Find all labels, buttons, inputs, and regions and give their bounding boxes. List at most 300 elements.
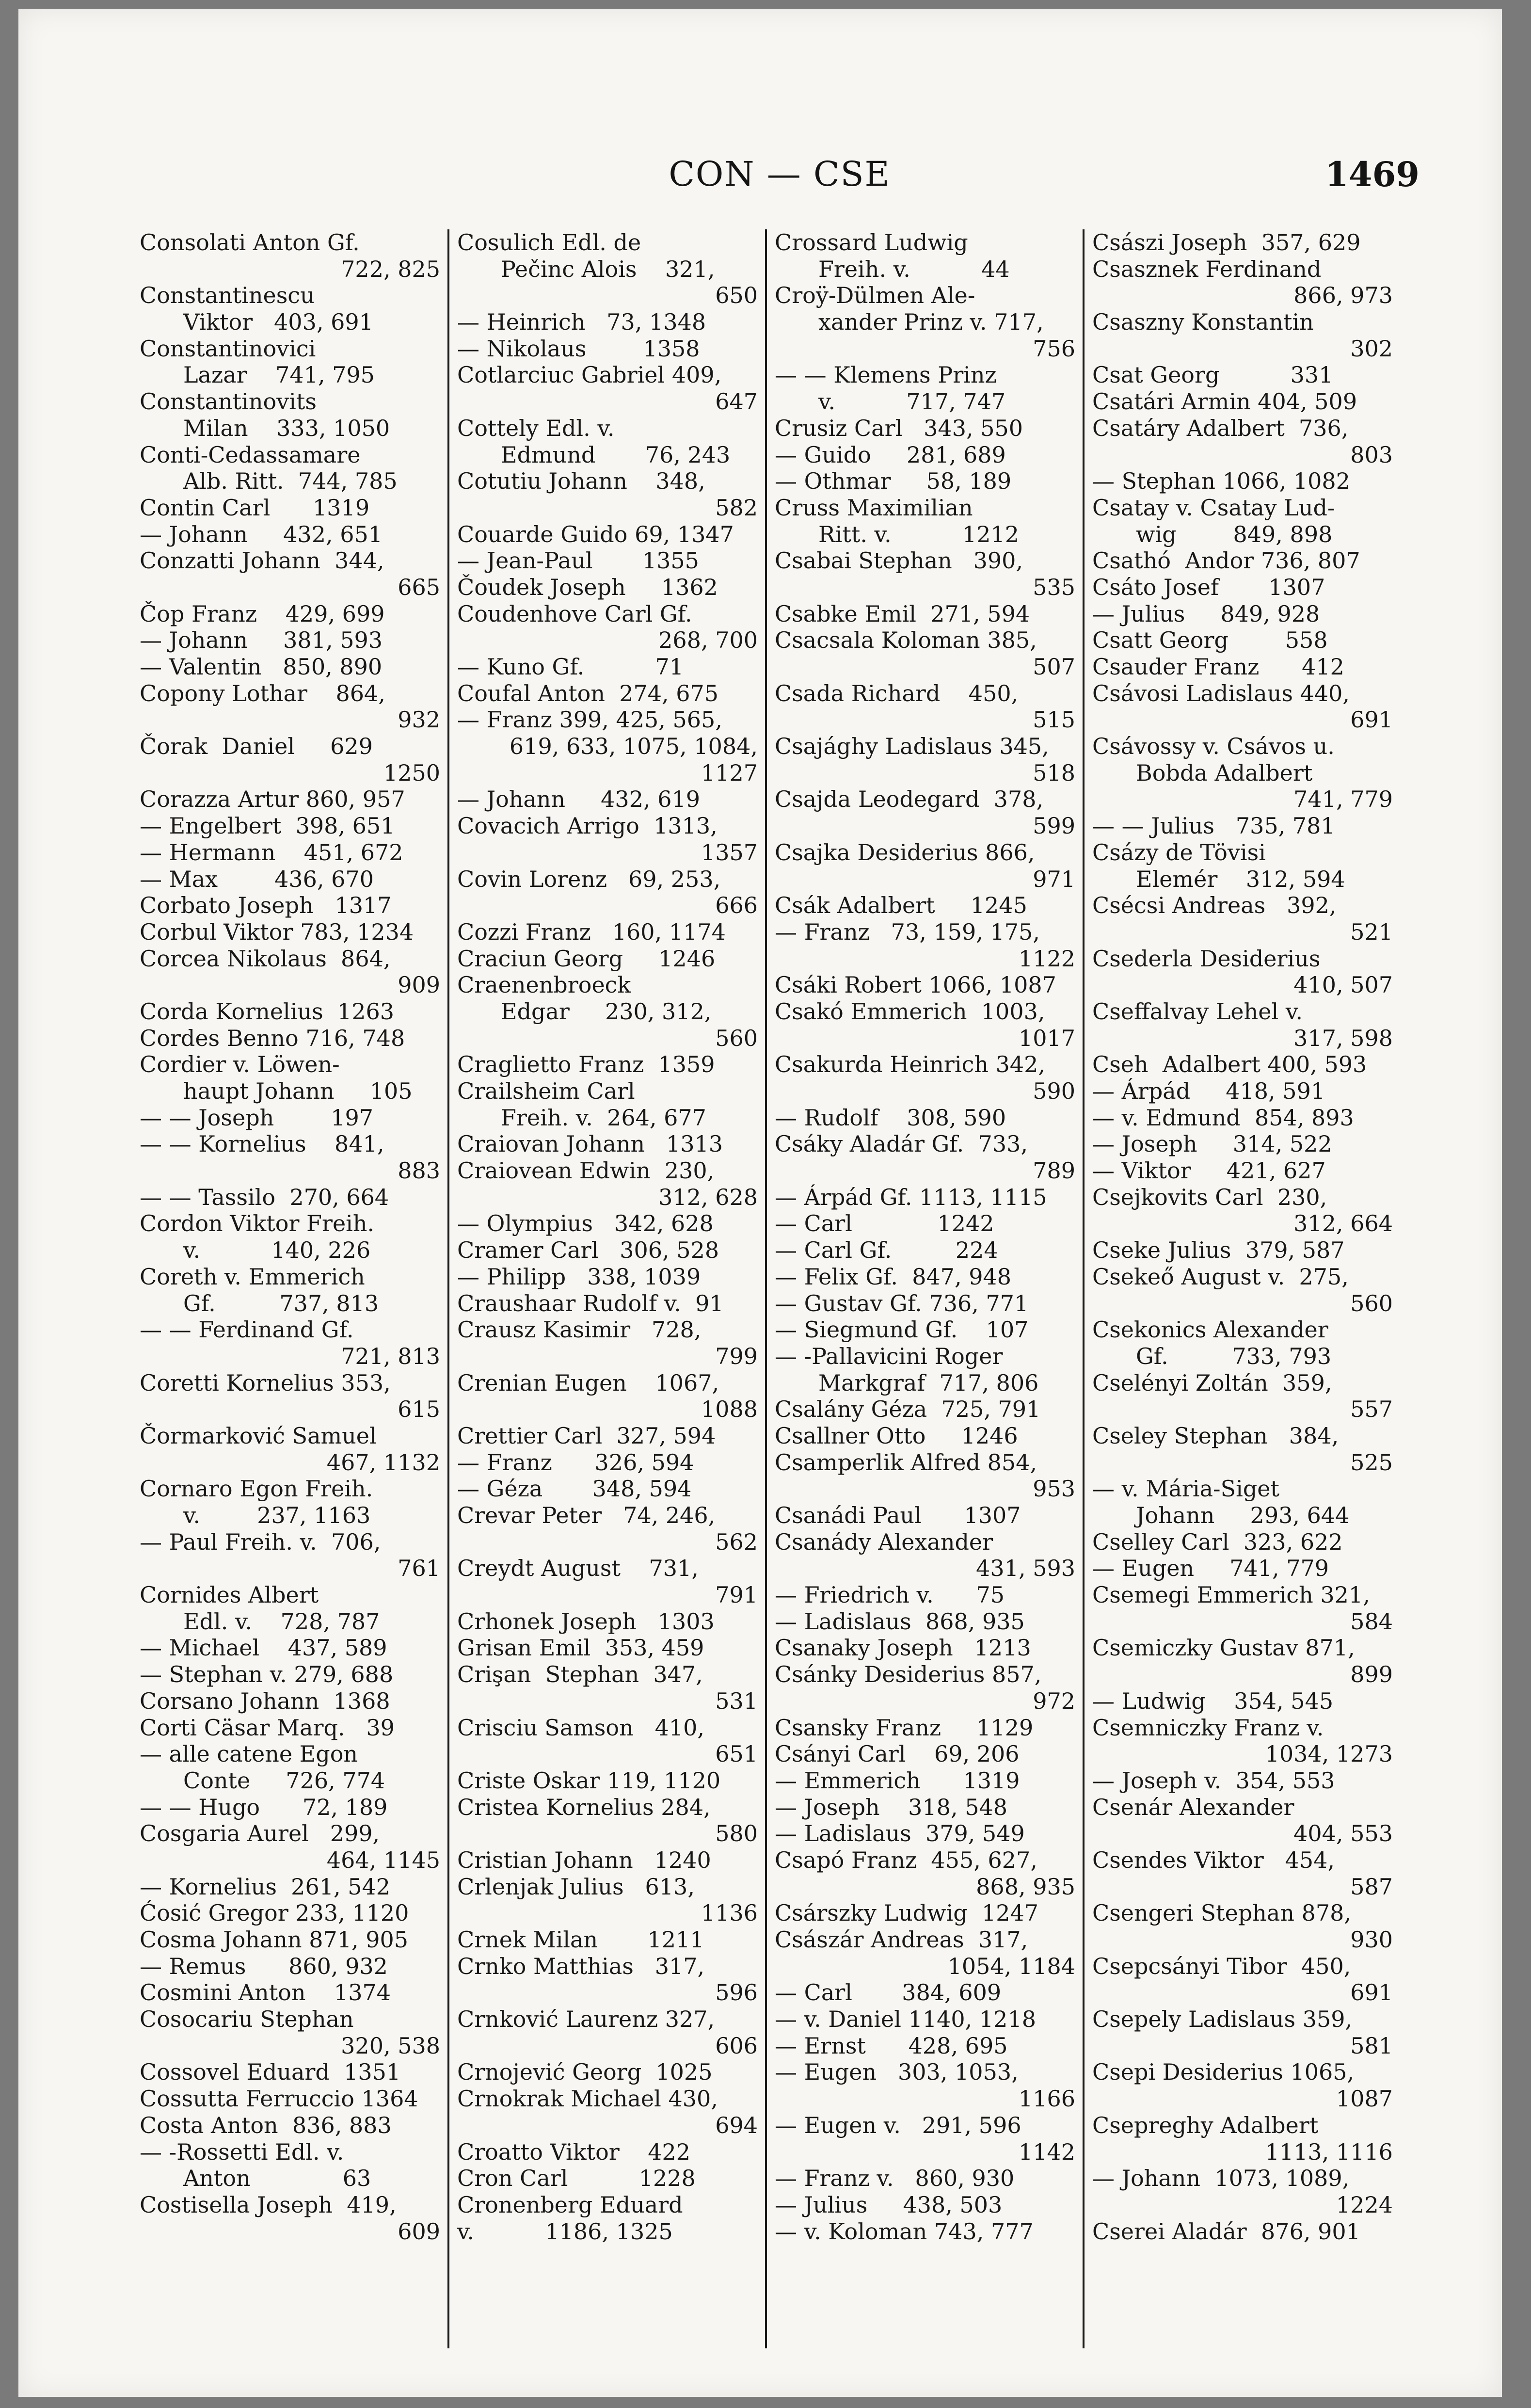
entry-page-refs: 584 (1350, 1608, 1393, 1635)
entry-line: Csepreghy Adalbert (1092, 2112, 1319, 2138)
entry-line: Cottely Edl. v. (457, 415, 615, 441)
entry-line: Gf. 733, 793 (1136, 1343, 1332, 1369)
entry-line: — Emmerich 1319 (775, 1767, 1020, 1794)
entry-line: Cosmini Anton 1374 (140, 1979, 391, 2006)
entry-line: — Géza 348, 594 (457, 1476, 692, 1502)
entry-line: — Felix Gf. 847, 948 (775, 1263, 1012, 1290)
entry-line: Edgar 230, 312, (501, 998, 712, 1025)
entry-line: — — Julius 735, 781 (1092, 813, 1335, 839)
entry-page-refs: 691 (1350, 1979, 1393, 2006)
entry-line: — Remus 860, 932 (140, 1953, 388, 1979)
entry-page-refs: 756 (1033, 335, 1075, 362)
entry-line: Cronenberg Eduard (457, 2191, 683, 2218)
entry-line: Csemniczky Franz v. (1092, 1714, 1324, 1741)
entry-page-refs: 531 (715, 1687, 758, 1714)
entry-line: — Max 436, 670 (140, 866, 374, 892)
entry-line: Csázy de Tövisi (1092, 839, 1266, 866)
entry-line: Csák Adalbert 1245 (775, 892, 1027, 919)
entry-page-refs: 803 (1350, 441, 1393, 468)
entry-line: Freih. v. 44 (818, 256, 1010, 282)
entry-page-refs: 1166 (1018, 2086, 1075, 2112)
entry-line: Grisan Emil 353, 459 (457, 1635, 704, 1661)
column-divider (1083, 229, 1084, 2348)
entry-page-refs: 930 (1350, 1926, 1393, 1953)
entry-line: Crausz Kasimir 728, (457, 1316, 702, 1343)
entry-line: Császár Andreas 317, (775, 1926, 1028, 1953)
entry-line: Csatay v. Csatay Lud- (1092, 494, 1335, 521)
entry-page-refs: 560 (1350, 1290, 1393, 1316)
entry-line: Corsano Johann 1368 (140, 1687, 390, 1714)
entry-line: Copony Lothar 864, (140, 680, 385, 706)
entry-line: Cosgaria Aurel 299, (140, 1820, 380, 1847)
entry-page-refs: 1127 (701, 759, 758, 786)
entry-page-refs: 268, 700 (658, 627, 758, 654)
entry-page-refs: 691 (1350, 706, 1393, 733)
entry-line: Csalány Géza 725, 791 (775, 1396, 1041, 1423)
column-divider (447, 229, 449, 2348)
entry-line: Csanády Alexander (775, 1528, 993, 1555)
entry-line: — Rudolf 308, 590 (775, 1104, 1006, 1131)
entry-line: Craglietto Franz 1359 (457, 1051, 715, 1078)
entry-page-refs: 694 (715, 2112, 758, 2138)
entry-page-refs: 317, 598 (1293, 1025, 1393, 1051)
entry-page-refs: 507 (1033, 654, 1075, 680)
entry-line: Csepely Ladislaus 359, (1092, 2006, 1353, 2033)
entry-line: — Eugen 741, 779 (1092, 1555, 1329, 1582)
entry-line: Crevar Peter 74, 246, (457, 1502, 716, 1528)
entry-line: Cseke Julius 379, 587 (1092, 1237, 1345, 1264)
entry-page-refs: 1088 (701, 1396, 758, 1423)
entry-line: Csávosi Ladislaus 440, (1092, 680, 1350, 706)
entry-line: Császi Joseph 357, 629 (1092, 229, 1361, 256)
entry-page-refs: 1087 (1336, 2086, 1393, 2112)
entry-line: Csakurda Heinrich 342, (775, 1051, 1046, 1078)
entry-line: Csekeő August v. 275, (1092, 1263, 1349, 1290)
entry-line: — alle catene Egon (140, 1741, 358, 1767)
entry-line: Csauder Franz 412 (1092, 654, 1344, 680)
entry-line: Cordon Viktor Freih. (140, 1210, 375, 1237)
page-heading: CON — CSE (669, 154, 891, 194)
entry-line: — Paul Freih. v. 706, (140, 1528, 381, 1555)
entry-page-refs: 791 (715, 1582, 758, 1608)
entry-line: — Eugen 303, 1053, (775, 2059, 1019, 2086)
entry-page-refs: 650 (715, 282, 758, 309)
entry-page-refs: 560 (715, 1025, 758, 1051)
entry-page-refs: 312, 628 (658, 1184, 758, 1210)
entry-page-refs: 302 (1350, 335, 1393, 362)
entry-line: Cselley Carl 323, 622 (1092, 1528, 1343, 1555)
entry-line: — Franz v. 860, 930 (775, 2165, 1015, 2192)
entry-line: Csécsi Andreas 392, (1092, 892, 1337, 919)
entry-line: — Michael 437, 589 (140, 1635, 387, 1661)
entry-page-refs: 587 (1350, 1873, 1393, 1900)
entry-page-refs: 971 (1033, 866, 1075, 892)
entry-line: Čoudek Joseph 1362 (457, 574, 718, 600)
entry-line: Csemiczky Gustav 871, (1092, 1635, 1355, 1661)
entry-line: Csatári Armin 404, 509 (1092, 388, 1357, 415)
entry-line: Corti Cäsar Marq. 39 (140, 1714, 395, 1741)
entry-page-refs: 866, 973 (1293, 282, 1393, 309)
entry-line: Crailsheim Carl (457, 1078, 635, 1104)
entry-line: Edl. v. 728, 787 (183, 1608, 380, 1635)
entry-page-refs: 883 (398, 1157, 440, 1184)
column-1 (140, 229, 440, 2353)
entry-page-refs: 932 (398, 706, 440, 733)
entry-line: — Guido 281, 689 (775, 441, 1006, 468)
entry-line: Craiovan Johann 1313 (457, 1131, 723, 1157)
entry-page-refs: 799 (715, 1343, 758, 1369)
entry-line: Csacsala Koloman 385, (775, 627, 1037, 654)
entry-page-refs: 596 (715, 1979, 758, 2006)
entry-line: Csallner Otto 1246 (775, 1422, 1018, 1449)
entry-line: — Árpád Gf. 1113, 1115 (775, 1184, 1047, 1210)
entry-line: Milan 333, 1050 (183, 415, 390, 441)
entry-page-refs: 599 (1033, 813, 1075, 839)
entry-line: — Friedrich v. 75 (775, 1582, 1005, 1608)
entry-line: — Ludwig 354, 545 (1092, 1687, 1334, 1714)
entry-page-refs: 525 (1350, 1449, 1393, 1476)
entry-page-refs: 953 (1033, 1476, 1075, 1502)
entry-page-refs: 464, 1145 (326, 1846, 440, 1873)
entry-page-refs: 789 (1033, 1157, 1075, 1184)
entry-line: Crusiz Carl 343, 550 (775, 415, 1023, 441)
entry-line: Csányi Carl 69, 206 (775, 1741, 1020, 1767)
entry-line: Freih. v. 264, 677 (501, 1104, 706, 1131)
entry-line: v. 237, 1163 (183, 1502, 371, 1528)
entry-line: Craiovean Edwin 230, (457, 1157, 715, 1184)
entry-line: Cselényi Zoltán 359, (1092, 1369, 1332, 1396)
entry-line: Csengeri Stephan 878, (1092, 1900, 1352, 1926)
entry-line: Cordes Benno 716, 748 (140, 1025, 405, 1051)
entry-page-refs: 467, 1132 (326, 1449, 440, 1476)
entry-line: — Árpád 418, 591 (1092, 1078, 1325, 1104)
entry-page-refs: 1034, 1273 (1265, 1741, 1393, 1767)
entry-line: — Joseph 314, 522 (1092, 1131, 1332, 1157)
entry-line: Cseh Adalbert 400, 593 (1092, 1051, 1367, 1078)
entry-line: — Jean-Paul 1355 (457, 547, 699, 574)
entry-page-refs: 1136 (701, 1900, 758, 1926)
entry-line: Cossovel Eduard 1351 (140, 2059, 401, 2086)
entry-line: v. 140, 226 (183, 1237, 371, 1264)
entry-line: Ritt. v. 1212 (818, 521, 1019, 547)
entry-line: — Johann 1073, 1089, (1092, 2165, 1350, 2192)
entry-line: — Stephan v. 279, 688 (140, 1661, 394, 1688)
entry-line: Csáto Josef 1307 (1092, 574, 1325, 600)
entry-page-refs: 741, 779 (1293, 786, 1393, 813)
entry-line: — Othmar 58, 189 (775, 468, 1012, 495)
column-divider (765, 229, 767, 2348)
entry-line: — Ladislaus 379, 549 (775, 1820, 1025, 1847)
entry-line: Constantinovits (140, 388, 317, 415)
entry-line: Coudenhove Carl Gf. (457, 600, 692, 627)
entry-page-refs: 404, 553 (1293, 1820, 1393, 1847)
entry-line: v. 717, 747 (818, 388, 1006, 415)
entry-line: Cseffalvay Lehel v. (1092, 998, 1303, 1025)
entry-line: Csánky Desiderius 857, (775, 1661, 1042, 1688)
entry-line: — -Rossetti Edl. v. (140, 2138, 344, 2165)
entry-line: Cozzi Franz 160, 1174 (457, 918, 726, 945)
entry-line: Pečinc Alois 321, (501, 256, 715, 282)
entry-line: — Hermann 451, 672 (140, 839, 403, 866)
entry-line: Csatt Georg 558 (1092, 627, 1328, 654)
entry-page-refs: 647 (715, 388, 758, 415)
entry-line: Crettier Carl 327, 594 (457, 1422, 716, 1449)
entry-line: Constantinovici (140, 335, 316, 362)
entry-line: Viktor 403, 691 (183, 309, 373, 336)
entry-page-refs: 1250 (383, 759, 440, 786)
entry-line: Csada Richard 450, (775, 680, 1019, 706)
entry-page-refs: 518 (1033, 759, 1075, 786)
entry-line: Csáky Aladár Gf. 733, (775, 1131, 1028, 1157)
entry-line: Crlenjak Julius 613, (457, 1873, 695, 1900)
entry-line: Čormarković Samuel (140, 1422, 377, 1449)
entry-line: Csabke Emil 271, 594 (775, 600, 1030, 627)
entry-line: Crnko Matthias 317, (457, 1953, 705, 1979)
column-3 (775, 229, 1075, 2353)
entry-line: Cruss Maximilian (775, 494, 973, 521)
entry-line: Edmund 76, 243 (501, 441, 731, 468)
entry-line: Coufal Anton 274, 675 (457, 680, 719, 706)
entry-page-refs: 666 (715, 892, 758, 919)
entry-page-refs: 1017 (1018, 1025, 1075, 1051)
entry-line: Craciun Georg 1246 (457, 945, 716, 972)
entry-line: Cramer Carl 306, 528 (457, 1237, 719, 1264)
entry-line: Cossutta Ferruccio 1364 (140, 2086, 418, 2112)
entry-line: — Johann 432, 651 (140, 521, 383, 547)
entry-page-refs: 615 (398, 1396, 440, 1423)
entry-line: Csemegi Emmerich 321, (1092, 1582, 1370, 1608)
entry-page-refs: 1224 (1336, 2191, 1393, 2218)
entry-page-refs: 521 (1350, 918, 1393, 945)
entry-line: Covacich Arrigo 1313, (457, 813, 718, 839)
entry-line: Csabai Stephan 390, (775, 547, 1023, 574)
entry-line: — Franz 73, 159, 175, (775, 918, 1040, 945)
entry-line: Crossard Ludwig (775, 229, 968, 256)
entry-page-refs: 972 (1033, 1687, 1075, 1714)
entry-line: Elemér 312, 594 (1136, 866, 1345, 892)
entry-line: Crnković Laurenz 327, (457, 2006, 715, 2033)
entry-line: v. 1186, 1325 (457, 2218, 673, 2245)
entry-line: — Carl 384, 609 (775, 1979, 1002, 2006)
entry-line: Conti-Cedassamare (140, 441, 361, 468)
page-number: 1469 (1325, 154, 1419, 194)
entry-line: Cristea Kornelius 284, (457, 1794, 711, 1820)
entry-page-refs: 581 (1350, 2032, 1393, 2059)
entry-line: Csansky Franz 1129 (775, 1714, 1034, 1741)
entry-line: — — Ferdinand Gf. (140, 1316, 354, 1343)
entry-line: — Nikolaus 1358 (457, 335, 700, 362)
entry-line: Csederla Desiderius (1092, 945, 1321, 972)
entry-line: Csatáry Adalbert 736, (1092, 415, 1349, 441)
entry-line: Criste Oskar 119, 1120 (457, 1767, 721, 1794)
entry-page-refs: 431, 593 (976, 1555, 1075, 1582)
entry-line: Cserei Aladár 876, 901 (1092, 2218, 1360, 2245)
entry-line: Corazza Artur 860, 957 (140, 786, 405, 813)
entry-line: — Viktor 421, 627 (1092, 1157, 1326, 1184)
entry-line: Csejkovits Carl 230, (1092, 1184, 1327, 1210)
entry-page-refs: 651 (715, 1741, 758, 1767)
entry-line: — Julius 849, 928 (1092, 600, 1320, 627)
entry-line: — — Tassilo 270, 664 (140, 1184, 389, 1210)
entry-page-refs: 1357 (701, 839, 758, 866)
entry-line: Csathó Andor 736, 807 (1092, 547, 1360, 574)
entry-line: Cordier v. Löwen- (140, 1051, 340, 1078)
entry-page-refs: 557 (1350, 1396, 1393, 1423)
entry-line: Corda Kornelius 1263 (140, 998, 395, 1025)
entry-line: — Engelbert 398, 651 (140, 813, 395, 839)
entry-line: — Eugen v. 291, 596 (775, 2112, 1021, 2138)
entry-line: Markgraf 717, 806 (818, 1369, 1039, 1396)
entry-line: Csendes Viktor 454, (1092, 1846, 1335, 1873)
entry-line: Cornides Albert (140, 1582, 319, 1608)
entry-line: Cseley Stephan 384, (1092, 1422, 1339, 1449)
entry-line: Čop Franz 429, 699 (140, 600, 385, 627)
entry-line: — Franz 399, 425, 565, (457, 706, 722, 733)
entry-line: Gf. 737, 813 (183, 1290, 379, 1316)
entry-line: Bobda Adalbert (1136, 759, 1313, 786)
entry-line: — Philipp 338, 1039 (457, 1263, 701, 1290)
entry-line: Conzatti Johann 344, (140, 547, 384, 574)
entry-line: — Joseph 318, 548 (775, 1794, 1007, 1820)
entry-line: — v. Daniel 1140, 1218 (775, 2006, 1036, 2033)
entry-line: Csárszky Ludwig 1247 (775, 1900, 1039, 1926)
entry-line: — Ladislaus 868, 935 (775, 1608, 1025, 1635)
entry-line: Contin Carl 1319 (140, 494, 370, 521)
entry-line: wig 849, 898 (1136, 521, 1333, 547)
entry-line: — — Hugo 72, 189 (140, 1794, 388, 1820)
entry-line: xander Prinz v. 717, (818, 309, 1044, 336)
entry-page-refs: 1122 (1018, 945, 1075, 972)
column-4 (1092, 229, 1393, 2353)
entry-line: — — Joseph 197 (140, 1104, 374, 1131)
entry-line: Corbato Joseph 1317 (140, 892, 392, 919)
entry-page-refs: 909 (398, 972, 440, 998)
entry-line: — Johann 381, 593 (140, 627, 383, 654)
entry-page-refs: 1113, 1116 (1265, 2138, 1393, 2165)
entry-line: Csajághy Ladislaus 345, (775, 733, 1049, 760)
entry-line: — Siegmund Gf. 107 (775, 1316, 1029, 1343)
entry-line: — Heinrich 73, 1348 (457, 309, 706, 336)
entry-line: — Joseph v. 354, 553 (1092, 1767, 1335, 1794)
entry-line: — — Klemens Prinz (775, 362, 997, 388)
entry-line: Crnek Milan 1211 (457, 1926, 704, 1953)
entry-line: Csapó Franz 455, 627, (775, 1846, 1037, 1873)
entry-line: Csasznek Ferdinand (1092, 256, 1322, 282)
entry-line: Csepcsányi Tibor 450, (1092, 1953, 1351, 1979)
entry-page-refs: 580 (715, 1820, 758, 1847)
entry-line: Alb. Ritt. 744, 785 (183, 468, 398, 495)
entry-line: Csávossy v. Csávos u. (1092, 733, 1335, 760)
entry-line: Ćosić Gregor 233, 1120 (140, 1900, 409, 1926)
entry-line: Crişan Stephan 347, (457, 1661, 703, 1688)
entry-line: Csaszny Konstantin (1092, 309, 1314, 336)
entry-line: Cornaro Egon Freih. (140, 1476, 373, 1502)
entry-page-refs: 410, 507 (1293, 972, 1393, 998)
column-2 (457, 229, 758, 2353)
entry-line: Coreth v. Emmerich (140, 1263, 365, 1290)
entry-line: Csamperlik Alfred 854, (775, 1449, 1037, 1476)
entry-page-refs: 899 (1350, 1661, 1393, 1688)
entry-page-refs: 609 (398, 2218, 440, 2245)
entry-line: — Kornelius 261, 542 (140, 1873, 391, 1900)
entry-line: Csenár Alexander (1092, 1794, 1294, 1820)
entry-page-refs: 590 (1033, 1078, 1075, 1104)
entry-line: Csanádi Paul 1307 (775, 1502, 1021, 1528)
entry-line: — Franz 326, 594 (457, 1449, 694, 1476)
entry-line: Crnojević Georg 1025 (457, 2059, 713, 2086)
entry-line: — v. Koloman 743, 777 (775, 2218, 1034, 2245)
entry-page-refs: 665 (398, 574, 440, 600)
entry-line: — v. Mária-Siget (1092, 1476, 1279, 1502)
entry-line: Csajda Leodegard 378, (775, 786, 1044, 813)
entry-line: Crnokrak Michael 430, (457, 2086, 718, 2112)
entry-line: — Johann 432, 619 (457, 786, 701, 813)
entry-line: Cotutiu Johann 348, (457, 468, 705, 495)
entry-page-refs: 1054, 1184 (947, 1953, 1075, 1979)
entry-line: Csáki Robert 1066, 1087 (775, 972, 1056, 998)
entry-page-refs: 868, 935 (976, 1873, 1075, 1900)
entry-page-refs: 535 (1033, 574, 1075, 600)
page-header (140, 154, 1419, 198)
entry-line: — Gustav Gf. 736, 771 (775, 1290, 1029, 1316)
entry-line: — — Kornelius 841, (140, 1131, 384, 1157)
entry-page-refs: 606 (715, 2032, 758, 2059)
entry-line: Corcea Nikolaus 864, (140, 945, 391, 972)
entry-line: — -Pallavicini Roger (775, 1343, 1003, 1369)
entry-line: Anton 63 (183, 2165, 371, 2192)
entry-line: Cosocariu Stephan (140, 2006, 354, 2033)
entry-line: Croÿ-Dülmen Ale- (775, 282, 975, 309)
entry-line: Cosulich Edl. de (457, 229, 641, 256)
entry-line: Csakó Emmerich 1003, (775, 998, 1045, 1025)
entry-line: Crhonek Joseph 1303 (457, 1608, 715, 1635)
entry-line: Croatto Viktor 422 (457, 2138, 691, 2165)
entry-page-refs: 721, 813 (341, 1343, 440, 1369)
entry-line: — Ernst 428, 695 (775, 2032, 1008, 2059)
entry-line: — v. Edmund 854, 893 (1092, 1104, 1354, 1131)
entry-page-refs: 562 (715, 1528, 758, 1555)
entry-page-refs: 1142 (1018, 2138, 1075, 2165)
entry-page-refs: 582 (715, 494, 758, 521)
entry-line: Csepi Desiderius 1065, (1092, 2059, 1355, 2086)
entry-line: Coretti Kornelius 353, (140, 1369, 391, 1396)
entry-line: Cosma Johann 871, 905 (140, 1926, 409, 1953)
entry-page-refs: 312, 664 (1293, 1210, 1393, 1237)
entry-line: Corbul Viktor 783, 1234 (140, 918, 414, 945)
entry-line: — Kuno Gf. 71 (457, 654, 684, 680)
entry-line: Johann 293, 644 (1136, 1502, 1350, 1528)
entry-line: Consolati Anton Gf. (140, 229, 360, 256)
entry-line: Csanaky Joseph 1213 (775, 1635, 1031, 1661)
entry-line: Craenenbroeck (457, 972, 631, 998)
entry-line: — Olympius 342, 628 (457, 1210, 714, 1237)
entry-line: Costa Anton 836, 883 (140, 2112, 392, 2138)
entry-line: Cron Carl 1228 (457, 2165, 696, 2192)
entry-line: Csekonics Alexander (1092, 1316, 1328, 1343)
entry-line: — Stephan 1066, 1082 (1092, 468, 1350, 495)
entry-line: Csajka Desiderius 866, (775, 839, 1035, 866)
entry-line: Crenian Eugen 1067, (457, 1369, 719, 1396)
entry-page-refs: 722, 825 (341, 256, 440, 282)
entry-line: Craushaar Rudolf v. 91 (457, 1290, 724, 1316)
directory-page (18, 9, 1502, 2397)
entry-line: Cotlarciuc Gabriel 409, (457, 362, 722, 388)
entry-line: Costisella Joseph 419, (140, 2191, 397, 2218)
entry-line: Couarde Guido 69, 1347 (457, 521, 734, 547)
entry-line: — Julius 438, 503 (775, 2191, 1003, 2218)
entry-line: Conte 726, 774 (183, 1767, 385, 1794)
entry-line: Constantinescu (140, 282, 315, 309)
